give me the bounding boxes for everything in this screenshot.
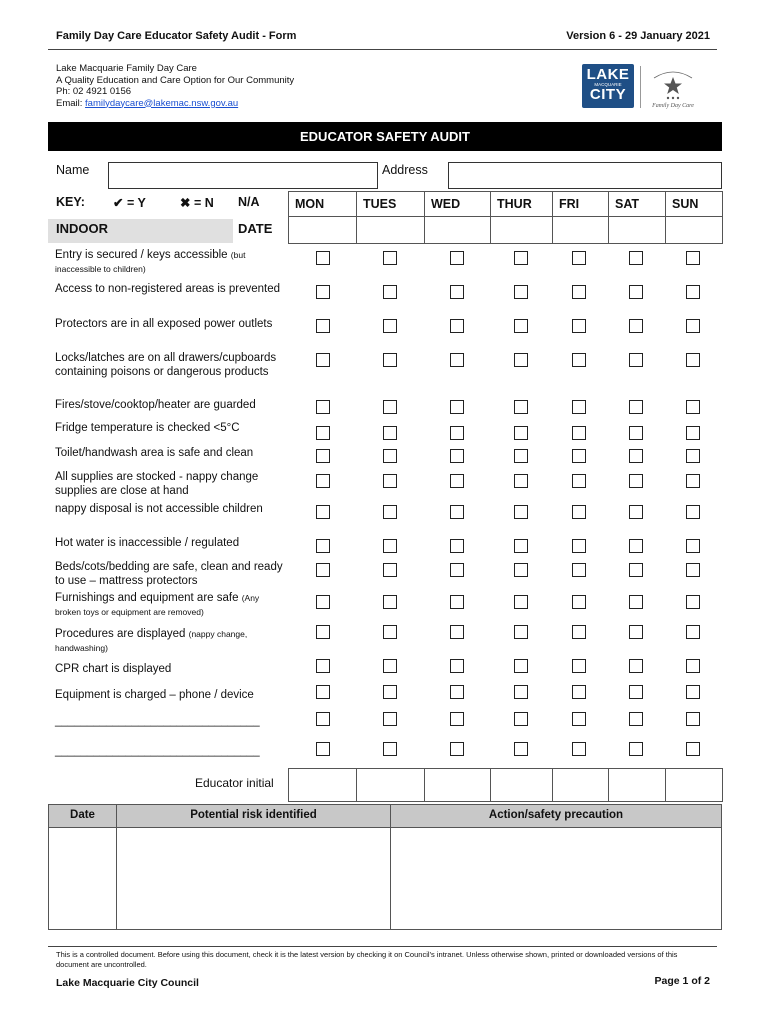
checklist-item-text: Entry is secured / keys accessible xyxy=(55,249,228,261)
day-header-fri: FRI xyxy=(552,191,609,217)
checkbox-wed[interactable] xyxy=(450,285,464,299)
council-name: Lake Macquarie City Council xyxy=(56,977,199,989)
date-cell-fri[interactable] xyxy=(552,216,609,244)
checkbox-wed[interactable] xyxy=(450,474,464,488)
checkbox-wed[interactable] xyxy=(450,319,464,333)
checkbox-thur[interactable] xyxy=(514,251,528,265)
checkbox-sun[interactable] xyxy=(686,742,700,756)
checkbox-tues[interactable] xyxy=(383,625,397,639)
checkbox-sat[interactable] xyxy=(629,742,643,756)
checkbox-thur[interactable] xyxy=(514,353,528,367)
checklist-item xyxy=(55,421,287,435)
checkbox-tues[interactable] xyxy=(383,563,397,577)
checkbox-fri[interactable] xyxy=(572,285,586,299)
email-label: Email: xyxy=(56,97,86,109)
checkbox-sun[interactable] xyxy=(686,625,700,639)
checkbox-tues[interactable] xyxy=(383,319,397,333)
logo-lake-text: LAKE xyxy=(586,66,630,83)
email-link[interactable]: familydaycare@lakemac.nsw.gov.au xyxy=(85,97,239,109)
checklist-item xyxy=(55,536,287,550)
checklist-item xyxy=(55,662,287,676)
svg-text:Family Day Care: Family Day Care xyxy=(652,103,694,109)
checkbox-fri[interactable] xyxy=(572,563,586,577)
checkbox-sat[interactable] xyxy=(629,505,643,519)
checkbox-tues[interactable] xyxy=(383,685,397,699)
date-cell-mon[interactable] xyxy=(288,216,357,244)
checkbox-sat[interactable] xyxy=(629,426,643,440)
lake-macquarie-city-logo xyxy=(582,64,634,108)
indoor-label: INDOOR xyxy=(56,221,108,236)
checklist-item xyxy=(55,688,287,702)
checkbox-mon[interactable] xyxy=(316,539,330,553)
date-cell-sun[interactable] xyxy=(665,216,723,244)
checklist-item xyxy=(55,714,287,728)
checklist-item-text: Furnishings and equipment are safe xyxy=(55,592,239,604)
day-header-thur: THUR xyxy=(490,191,553,217)
checkbox-wed[interactable] xyxy=(450,539,464,553)
checkbox-tues[interactable] xyxy=(383,712,397,726)
day-header-wed: WED xyxy=(424,191,491,217)
educator-initial-cell-tues[interactable] xyxy=(356,768,425,802)
checkbox-sun[interactable] xyxy=(686,712,700,726)
checkbox-fri[interactable] xyxy=(572,712,586,726)
checklist-item xyxy=(55,398,287,412)
key-label: KEY: xyxy=(56,195,85,209)
checklist-item-note: (nappy change, handwashing) xyxy=(55,629,248,653)
checkbox-fri[interactable] xyxy=(572,505,586,519)
checkbox-fri[interactable] xyxy=(572,685,586,699)
checkbox-tues[interactable] xyxy=(383,400,397,414)
checklist-item-text: Protectors are in all exposed power outlets xyxy=(55,318,273,330)
checkbox-thur[interactable] xyxy=(514,563,528,577)
checklist-item-text: CPR chart is displayed xyxy=(55,663,172,675)
checkbox-tues[interactable] xyxy=(383,353,397,367)
checklist-item-text: ________________________________ xyxy=(55,745,260,757)
checklist-item xyxy=(55,502,287,516)
checklist-item-text: Toilet/handwash area is safe and clean xyxy=(55,447,254,459)
checkbox-fri[interactable] xyxy=(572,625,586,639)
checkbox-mon[interactable] xyxy=(316,625,330,639)
checklist-item xyxy=(55,282,287,296)
checklist-item-text: All supplies are stocked - nappy change supplies are close at hand xyxy=(55,471,259,497)
risk-description-cell[interactable] xyxy=(116,827,391,930)
checkbox-sun[interactable] xyxy=(686,474,700,488)
checkbox-thur[interactable] xyxy=(514,285,528,299)
checkbox-sat[interactable] xyxy=(629,353,643,367)
educator-initial-cell-fri[interactable] xyxy=(552,768,609,802)
educator-initial-cell-mon[interactable] xyxy=(288,768,357,802)
checkbox-sun[interactable] xyxy=(686,563,700,577)
checkbox-sun[interactable] xyxy=(686,595,700,609)
checklist-item-text: ________________________________ xyxy=(55,715,260,727)
checkbox-sun[interactable] xyxy=(686,539,700,553)
address-field[interactable] xyxy=(448,162,722,189)
checkbox-sat[interactable] xyxy=(629,659,643,673)
checklist-item xyxy=(55,248,287,276)
checkbox-mon[interactable] xyxy=(316,400,330,414)
checkbox-sun[interactable] xyxy=(686,426,700,440)
checkbox-wed[interactable] xyxy=(450,685,464,699)
checkbox-mon[interactable] xyxy=(316,742,330,756)
checkbox-mon[interactable] xyxy=(316,685,330,699)
checklist-item-text: Fires/stove/cooktop/heater are guarded xyxy=(55,399,256,411)
checklist-item-note: (Any broken toys or equipment are removed) xyxy=(55,593,260,617)
checkbox-thur[interactable] xyxy=(514,400,528,414)
logo-divider xyxy=(640,66,641,108)
name-field[interactable] xyxy=(108,162,378,189)
checkbox-thur[interactable] xyxy=(514,319,528,333)
checkbox-thur[interactable] xyxy=(514,659,528,673)
checkbox-thur[interactable] xyxy=(514,539,528,553)
checkbox-mon[interactable] xyxy=(316,449,330,463)
checkbox-sun[interactable] xyxy=(686,505,700,519)
checkbox-sun[interactable] xyxy=(686,685,700,699)
checkbox-sat[interactable] xyxy=(629,474,643,488)
checkbox-thur[interactable] xyxy=(514,685,528,699)
checkbox-sun[interactable] xyxy=(686,400,700,414)
checklist-item-text: Fridge temperature is checked <5°C xyxy=(55,422,240,434)
date-cell-thur[interactable] xyxy=(490,216,553,244)
checkbox-wed[interactable] xyxy=(450,625,464,639)
checkbox-sat[interactable] xyxy=(629,400,643,414)
checkbox-fri[interactable] xyxy=(572,319,586,333)
day-header-mon: MON xyxy=(288,191,357,217)
educator-initial-cell-thur[interactable] xyxy=(490,768,553,802)
risk-col-risk: Potential risk identified xyxy=(116,804,391,828)
org-email-row xyxy=(56,98,294,110)
checklist-item xyxy=(55,560,287,588)
checkbox-tues[interactable] xyxy=(383,251,397,265)
org-phone: Ph: 02 4921 0156 xyxy=(56,86,132,97)
checkbox-mon[interactable] xyxy=(316,251,330,265)
checkbox-fri[interactable] xyxy=(572,400,586,414)
checkbox-sun[interactable] xyxy=(686,353,700,367)
checkbox-fri[interactable] xyxy=(572,595,586,609)
checkbox-mon[interactable] xyxy=(316,319,330,333)
checkbox-wed[interactable] xyxy=(450,563,464,577)
checkbox-sat[interactable] xyxy=(629,712,643,726)
checkbox-tues[interactable] xyxy=(383,595,397,609)
address-label: Address xyxy=(382,163,428,177)
checkbox-sat[interactable] xyxy=(629,685,643,699)
checkbox-tues[interactable] xyxy=(383,539,397,553)
checkbox-mon[interactable] xyxy=(316,353,330,367)
checkbox-mon[interactable] xyxy=(316,426,330,440)
checkbox-sat[interactable] xyxy=(629,595,643,609)
checkbox-mon[interactable] xyxy=(316,712,330,726)
checklist-item-text: nappy disposal is not accessible children xyxy=(55,503,263,515)
date-cell-tues[interactable] xyxy=(356,216,425,244)
checkbox-sat[interactable] xyxy=(629,285,643,299)
footer-divider xyxy=(48,946,717,947)
day-header-sun: SUN xyxy=(665,191,723,217)
checkbox-mon[interactable] xyxy=(316,659,330,673)
checkbox-tues[interactable] xyxy=(383,505,397,519)
educator-initial-cell-wed[interactable] xyxy=(424,768,491,802)
checkbox-fri[interactable] xyxy=(572,353,586,367)
checkbox-mon[interactable] xyxy=(316,285,330,299)
checkbox-thur[interactable] xyxy=(514,595,528,609)
checklist-item xyxy=(55,591,287,619)
checkbox-fri[interactable] xyxy=(572,449,586,463)
educator-initial-cell-sat[interactable] xyxy=(608,768,666,802)
checklist-item-text: Procedures are displayed xyxy=(55,628,186,640)
checkbox-tues[interactable] xyxy=(383,659,397,673)
checkbox-sun[interactable] xyxy=(686,659,700,673)
checkbox-tues[interactable] xyxy=(383,449,397,463)
checkbox-mon[interactable] xyxy=(316,595,330,609)
key-na: N/A xyxy=(238,195,260,209)
checkbox-sat[interactable] xyxy=(629,251,643,265)
checkbox-wed[interactable] xyxy=(450,353,464,367)
checkbox-sun[interactable] xyxy=(686,251,700,265)
checklist-item-note: (but inaccessible to children) xyxy=(55,250,246,274)
checkbox-sat[interactable] xyxy=(629,319,643,333)
form-title: Family Day Care Educator Safety Audit - Form xyxy=(56,30,297,42)
checkbox-sun[interactable] xyxy=(686,285,700,299)
checkbox-wed[interactable] xyxy=(450,505,464,519)
checkbox-sun[interactable] xyxy=(686,319,700,333)
checkbox-sat[interactable] xyxy=(629,563,643,577)
org-tagline: A Quality Education and Care Option for Our Community xyxy=(56,74,295,86)
checklist-item xyxy=(55,317,287,331)
page-number: Page 1 of 2 xyxy=(654,975,710,987)
family-day-care-emblem-icon xyxy=(646,64,700,110)
date-cell-wed[interactable] xyxy=(424,216,491,244)
checkbox-fri[interactable] xyxy=(572,742,586,756)
checkbox-mon[interactable] xyxy=(316,474,330,488)
checkbox-fri[interactable] xyxy=(572,659,586,673)
checkbox-sun[interactable] xyxy=(686,449,700,463)
educator-initial-cell-sun[interactable] xyxy=(665,768,723,802)
checkbox-wed[interactable] xyxy=(450,400,464,414)
org-name: Lake Macquarie Family Day Care xyxy=(56,63,197,74)
version-label: Version 6 - 29 January 2021 xyxy=(566,30,710,42)
checkbox-mon[interactable] xyxy=(316,563,330,577)
checkbox-wed[interactable] xyxy=(450,449,464,463)
checklist-item-text: Locks/latches are on all drawers/cupboards containing poisons or dangerous products xyxy=(55,352,277,378)
risk-date-cell[interactable] xyxy=(48,827,117,930)
checkbox-fri[interactable] xyxy=(572,539,586,553)
checkbox-fri[interactable] xyxy=(572,474,586,488)
checklist-item xyxy=(55,446,287,460)
checklist-item xyxy=(55,470,287,498)
checkbox-sat[interactable] xyxy=(629,539,643,553)
checkbox-thur[interactable] xyxy=(514,426,528,440)
checklist-item-text: Beds/cots/bedding are safe, clean and ready to use – mattress protectors xyxy=(55,561,283,587)
checkbox-wed[interactable] xyxy=(450,251,464,265)
key-no: ✖ = N xyxy=(180,196,214,210)
checkbox-wed[interactable] xyxy=(450,659,464,673)
checkbox-wed[interactable] xyxy=(450,595,464,609)
name-label: Name xyxy=(56,163,90,177)
org-contact xyxy=(56,63,294,109)
checkbox-thur[interactable] xyxy=(514,449,528,463)
day-header-sat: SAT xyxy=(608,191,666,217)
checklist-item xyxy=(55,744,287,758)
checklist-item-text: Access to non-registered areas is prevented xyxy=(55,283,281,295)
checkbox-thur[interactable] xyxy=(514,712,528,726)
checkbox-wed[interactable] xyxy=(450,712,464,726)
risk-col-action: Action/safety precaution xyxy=(390,804,722,828)
checkbox-thur[interactable] xyxy=(514,474,528,488)
header-divider xyxy=(48,49,717,50)
logo-macquarie-text: MACQUARIE xyxy=(594,82,622,87)
audit-title: EDUCATOR SAFETY AUDIT xyxy=(48,122,722,151)
controlled-document-notice: This is a controlled document. Before using this document, check it is the latest version by checking it on Council’s intranet. Unless otherwise shown, printed or downloaded versions of this document are uncontrolled. xyxy=(56,950,678,969)
checkbox-mon[interactable] xyxy=(316,505,330,519)
checkbox-tues[interactable] xyxy=(383,742,397,756)
checkbox-wed[interactable] xyxy=(450,426,464,440)
checklist-item xyxy=(55,351,287,379)
checklist-item-text: Equipment is charged – phone / device xyxy=(55,689,254,701)
checklist-item-text: Hot water is inaccessible / regulated xyxy=(55,537,240,549)
checklist-item xyxy=(55,627,287,655)
checkbox-tues[interactable] xyxy=(383,426,397,440)
checkbox-fri[interactable] xyxy=(572,426,586,440)
risk-col-date: Date xyxy=(48,804,117,828)
checkbox-thur[interactable] xyxy=(514,625,528,639)
family-day-care-logo xyxy=(646,64,700,110)
checkbox-fri[interactable] xyxy=(572,251,586,265)
key-yes: ✔ = Y xyxy=(113,196,146,210)
date-label: DATE xyxy=(238,221,273,236)
checkbox-sat[interactable] xyxy=(629,449,643,463)
checkbox-sat[interactable] xyxy=(629,625,643,639)
checkbox-wed[interactable] xyxy=(450,742,464,756)
risk-action-cell[interactable] xyxy=(390,827,722,930)
educator-initial-label: Educator initial xyxy=(195,776,274,790)
checkbox-tues[interactable] xyxy=(383,474,397,488)
logo-city-text: CITY xyxy=(589,86,627,103)
day-header-tues: TUES xyxy=(356,191,425,217)
checkbox-thur[interactable] xyxy=(514,505,528,519)
checkbox-thur[interactable] xyxy=(514,742,528,756)
checkbox-tues[interactable] xyxy=(383,285,397,299)
date-cell-sat[interactable] xyxy=(608,216,666,244)
